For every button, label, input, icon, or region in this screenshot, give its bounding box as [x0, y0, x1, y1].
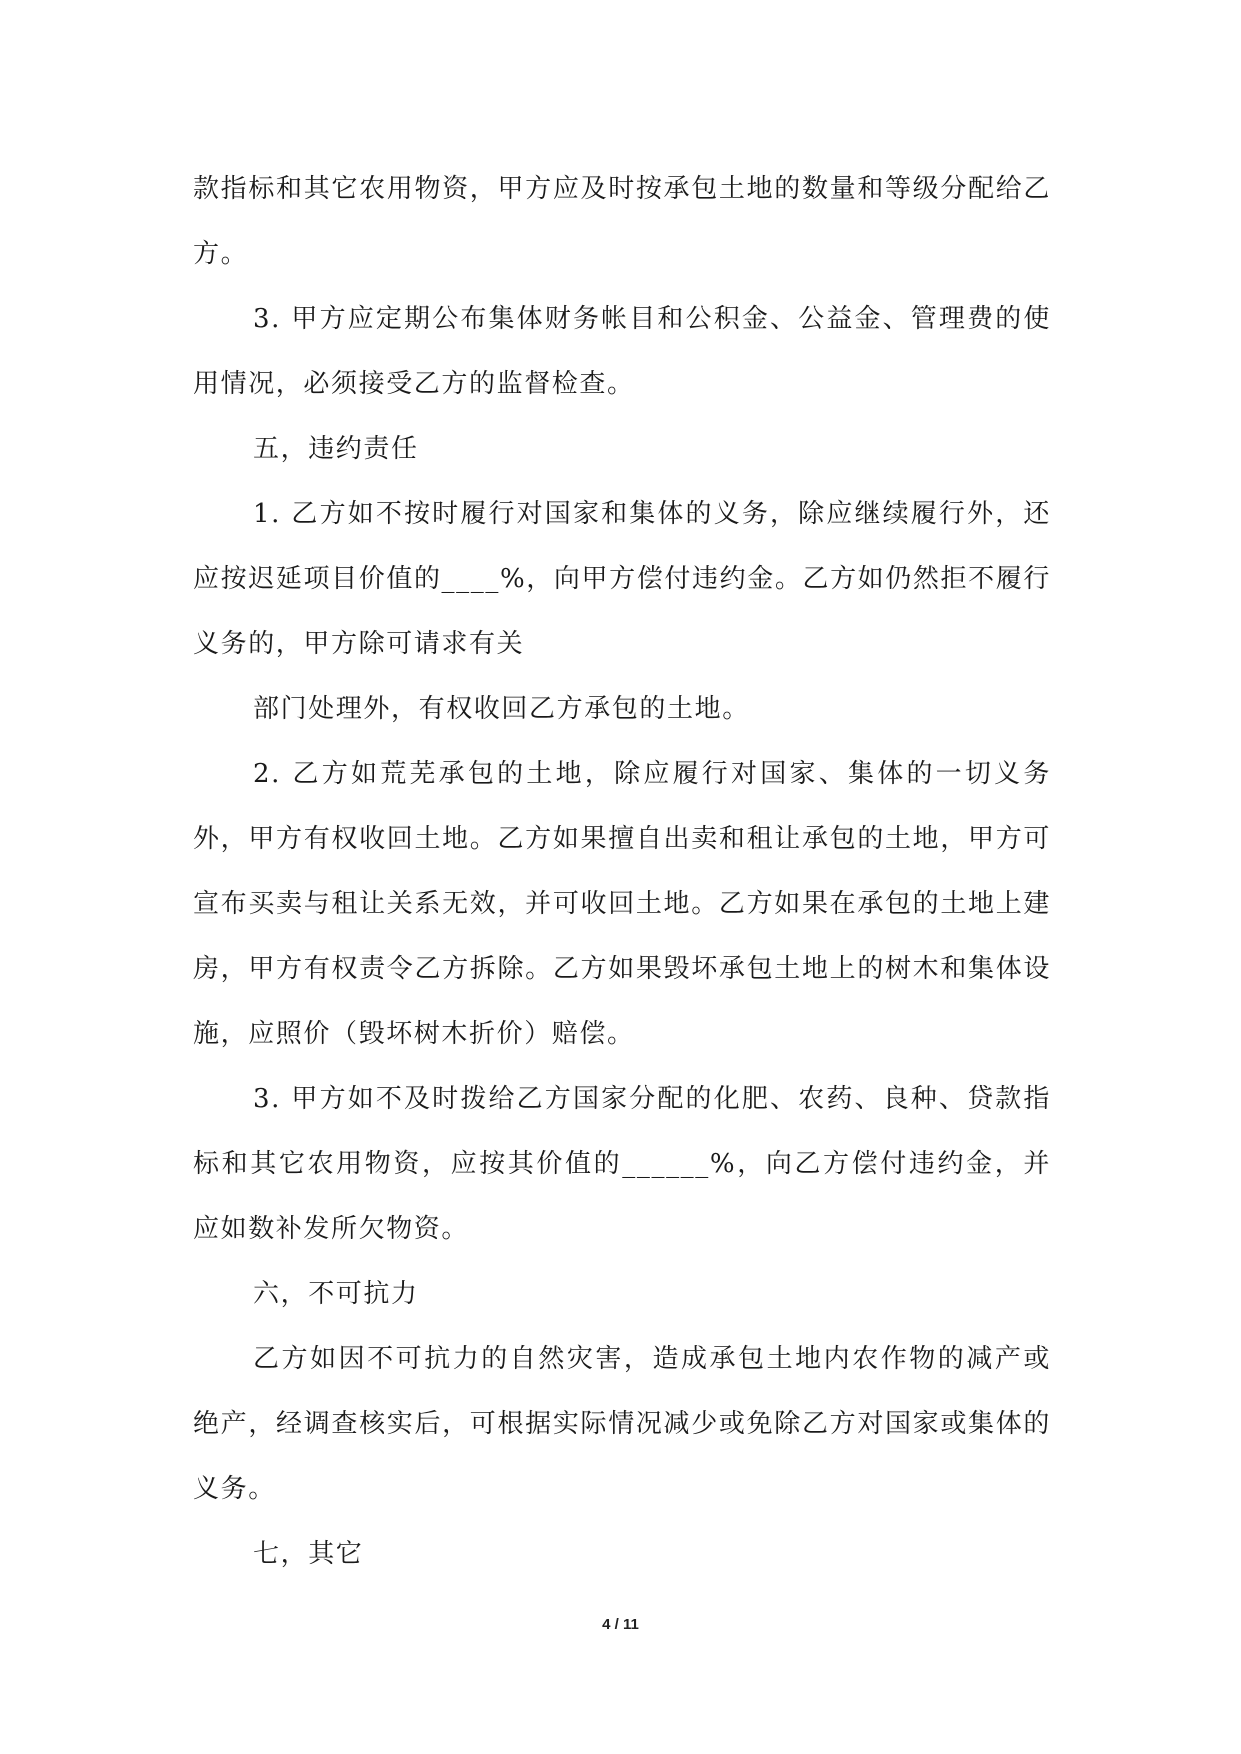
document-body [193, 157, 1051, 1587]
clause-5-1: 1. 乙方如不按时履行对国家和集体的义务，除应继续履行外，还应按迟延项目价值的____%，向甲方偿付违约金。乙方如仍然拒不履行义务的，甲方除可请求有关 [193, 499, 1051, 659]
clause-5-2: 2. 乙方如荒芜承包的土地，除应履行对国家、集体的一切义务外，甲方有权收回土地。乙方如果擅自出卖和租让承包的土地，甲方可宣布买卖与租让关系无效，并可收回土地。乙方如果在承包的土地上建房，甲方有权责令乙方拆除。乙方如果毁坏承包土地上的树木和集体设施，应照价（毁坏树木折价）赔偿。 [193, 759, 1051, 1049]
clause-6-body: 乙方如因不可抗力的自然灾害，造成承包土地内农作物的减产或绝产，经调查核实后，可根据实际情况减少或免除乙方对国家或集体的义务。 [193, 1344, 1051, 1504]
section-heading-5: 五，违约责任 [253, 434, 419, 464]
section-heading-7: 七，其它 [253, 1539, 364, 1569]
clause-4-3: 3. 甲方应定期公布集体财务帐目和公积金、公益金、管理费的使用情况，必须接受乙方的监督检查。 [193, 304, 1051, 399]
clause-5-1-continued: 部门处理外，有权收回乙方承包的土地。 [253, 694, 750, 724]
section-heading-6: 六，不可抗力 [253, 1279, 419, 1309]
page-number: 4 / 11 [602, 1616, 639, 1633]
clause-5-3: 3. 甲方如不及时拨给乙方国家分配的化肥、农药、良种、贷款指标和其它农用物资，应按其价值的______%，向乙方偿付违约金，并应如数补发所欠物资。 [193, 1084, 1051, 1244]
paragraph-continuation: 款指标和其它农用物资，甲方应及时按承包土地的数量和等级分配给乙方。 [193, 174, 1051, 269]
